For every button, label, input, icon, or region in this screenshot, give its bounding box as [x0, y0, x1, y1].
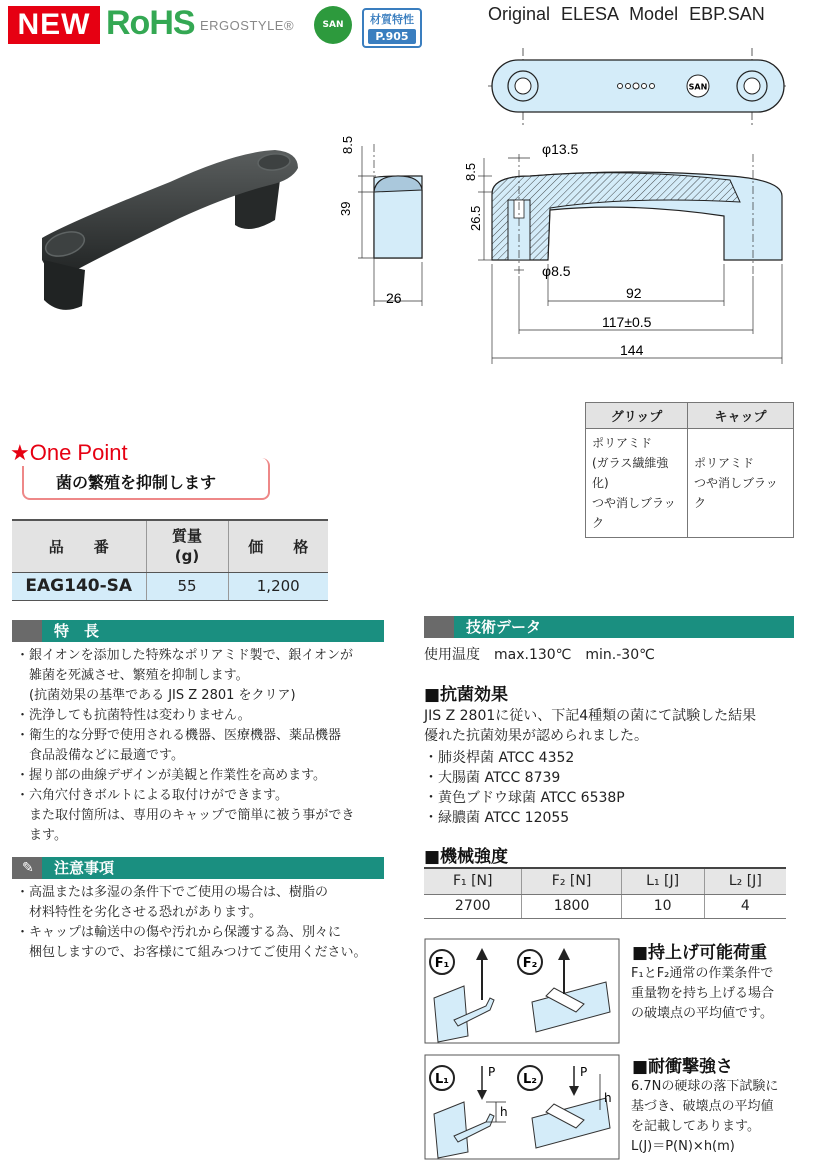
mechanical-strength-heading: ■機械強度 — [424, 847, 509, 867]
antibacterial-description — [424, 706, 796, 746]
material-badge-page: P.905 — [368, 29, 416, 44]
dim-92: 92 — [626, 285, 642, 301]
strength-header: L₁ [J] — [621, 868, 704, 894]
features-line: ・握り部の曲線デザインが美観と作業性を高めます。 — [16, 768, 327, 783]
ergostyle-logo: ERGOSTYLE® — [200, 18, 295, 33]
header-price: 価 格 — [228, 520, 328, 572]
one-point-text: 菌の繁殖を抑制します — [56, 473, 217, 492]
features-title: 特 長 — [54, 622, 100, 640]
list-item: ・緑膿菌 ATCC 12055 — [424, 810, 570, 826]
product-mass: 55 — [146, 572, 228, 600]
top-view-san-mark: SAN — [688, 82, 708, 92]
list-item: ・大腸菌 ATCC 8739 — [424, 770, 561, 786]
material-badge-label: 材質特性 — [370, 13, 414, 26]
material-cap-line: つや消しブラック — [694, 476, 778, 510]
san-logo: SAN — [314, 6, 352, 44]
figure-l2-label: L₂ — [523, 1072, 537, 1087]
material-grip-line: つや消しブラック — [592, 496, 676, 530]
features-line: (抗菌効果の基準である JIS Z 2801 をクリア) — [16, 688, 296, 703]
top-view-drawing — [470, 44, 800, 130]
antibacterial-line: JIS Z 2801に従い、下記4種類の菌にて試験した結果 — [424, 708, 757, 724]
dim-phi-8-5: φ8.5 — [542, 263, 571, 279]
features-list — [16, 646, 388, 846]
load-test-figure — [424, 938, 620, 1044]
features-line: また取付箇所は、専用のキャップで簡単に被う事ができ — [16, 808, 355, 823]
features-line: ・洗浄しても抗菌特性は変わりません。 — [16, 708, 251, 723]
figure-h-label: h — [500, 1105, 508, 1119]
figure-f2-label: F₂ — [522, 956, 538, 971]
material-grip-line: (ガラス繊維強化) — [592, 456, 669, 490]
dim-117: 117±0.5 — [602, 314, 652, 330]
header-mass-unit: (g) — [174, 547, 200, 566]
handle-photo — [30, 140, 310, 320]
side-section-drawing — [318, 136, 428, 316]
impact-test-figure — [424, 1054, 620, 1160]
header-mass — [146, 520, 228, 572]
list-item: ・黄色ブドウ球菌 ATCC 6538P — [424, 790, 625, 806]
dim-8-5-right: 8.5 — [463, 162, 478, 181]
new-badge: NEW — [8, 6, 100, 44]
features-line: 雑菌を死滅させ、繁殖を抑制します。 — [16, 668, 249, 683]
material-header-cap: キャップ — [688, 403, 794, 429]
load-line: F₁とF₂通常の作業条件で — [631, 966, 774, 981]
load-capacity-description — [631, 964, 774, 1024]
material-header-grip: グリップ — [586, 403, 688, 429]
material-grip-cell — [586, 429, 688, 538]
bacteria-list — [424, 748, 625, 828]
product-code: EAG140-SA — [12, 572, 146, 600]
material-properties-badge[interactable] — [362, 8, 422, 48]
cautions-list — [16, 883, 388, 963]
temperature-text: 使用温度 max.130℃ min.-30℃ — [424, 647, 655, 663]
rohs-logo: RoHS — [106, 4, 195, 42]
cautions-line: ・高温または多湿の条件下でご使用の場合は、樹脂の — [16, 885, 329, 900]
strength-header: L₂ [J] — [704, 868, 786, 894]
tech-section-bar — [424, 616, 794, 638]
header-product-code: 品 番 — [12, 520, 146, 572]
figure-h-label-2: h — [604, 1091, 612, 1105]
material-cap-line: ポリアミド — [694, 456, 755, 470]
figure-p-label: P — [488, 1065, 496, 1079]
features-line: ます。 — [16, 828, 67, 843]
load-capacity-heading: ■持上げ可能荷重 — [632, 943, 768, 963]
dim-phi-13-5: φ13.5 — [542, 141, 579, 157]
impact-line: 6.7Nの硬球の落下試験に — [631, 1079, 779, 1094]
header-mass-label: 質量 — [171, 527, 202, 546]
strength-value: 10 — [621, 894, 704, 918]
material-table — [585, 402, 794, 538]
cautions-section-bar — [12, 857, 384, 879]
load-line: の破壊点の平均値です。 — [631, 1006, 773, 1021]
features-line: ・衛生的な分野で使用される機器、医療機器、薬品機器 — [16, 728, 342, 743]
table-row[interactable] — [12, 572, 328, 600]
figure-p-label-2: P — [580, 1065, 588, 1079]
strength-value: 2700 — [424, 894, 522, 918]
dim-39: 39 — [338, 201, 353, 216]
figure-f1-label: F₁ — [434, 956, 450, 971]
features-line: 食品設備などに最適です。 — [16, 748, 184, 763]
cautions-title: 注意事項 — [54, 859, 115, 877]
strength-value: 4 — [704, 894, 786, 918]
features-line: ・銀イオンを添加した特殊なポリアミド製で、銀イオンが — [16, 648, 353, 663]
material-grip-line: ポリアミド — [592, 436, 653, 450]
front-section-drawing — [430, 136, 800, 366]
product-table — [12, 519, 328, 601]
impact-line: 基づき、破壊点の平均値 — [631, 1099, 774, 1114]
antibacterial-heading: ■抗菌効果 — [424, 685, 509, 705]
dim-8-5-left: 8.5 — [340, 136, 355, 154]
strength-header: F₂ [N] — [522, 868, 621, 894]
dim-144: 144 — [620, 342, 644, 358]
dim-26-5: 26.5 — [468, 205, 483, 231]
wrench-icon: ✎ — [22, 860, 34, 876]
list-item: ・肺炎桿菌 ATCC 4352 — [424, 750, 575, 766]
product-price: 1,200 — [228, 572, 328, 600]
figure-l1-label: L₁ — [435, 1072, 449, 1087]
material-cap-cell — [688, 429, 794, 538]
antibacterial-line: 優れた抗菌効果が認められました。 — [424, 728, 648, 744]
table-row — [424, 894, 786, 918]
original-model-text: Original ELESA Model EBP.SAN — [488, 4, 765, 24]
impact-formula: L(J)＝P(N)×h(m) — [631, 1139, 735, 1154]
strength-header: F₁ [N] — [424, 868, 522, 894]
cautions-line: 材料特性を劣化させる恐れがあります。 — [16, 905, 262, 920]
cautions-line: ・キャップは輸送中の傷や汚れから保護する為、別々に — [16, 925, 342, 940]
one-point-title: ★One Point — [10, 440, 134, 466]
features-section-bar — [12, 620, 384, 642]
impact-strength-description — [631, 1077, 778, 1157]
strength-table — [424, 867, 786, 919]
impact-line: を記載してあります。 — [631, 1119, 760, 1134]
cautions-line: 梱包しますので、お客様にて組みつけてご使用ください。 — [16, 945, 367, 960]
tech-title: 技術データ — [466, 618, 542, 636]
impact-strength-heading: ■耐衝撃強さ — [632, 1057, 734, 1077]
features-line: ・六角穴付きボルトによる取付けができます。 — [16, 788, 288, 803]
load-line: 重量物を持ち上げる場合 — [631, 986, 775, 1001]
dim-26: 26 — [386, 290, 402, 306]
strength-value: 1800 — [522, 894, 621, 918]
